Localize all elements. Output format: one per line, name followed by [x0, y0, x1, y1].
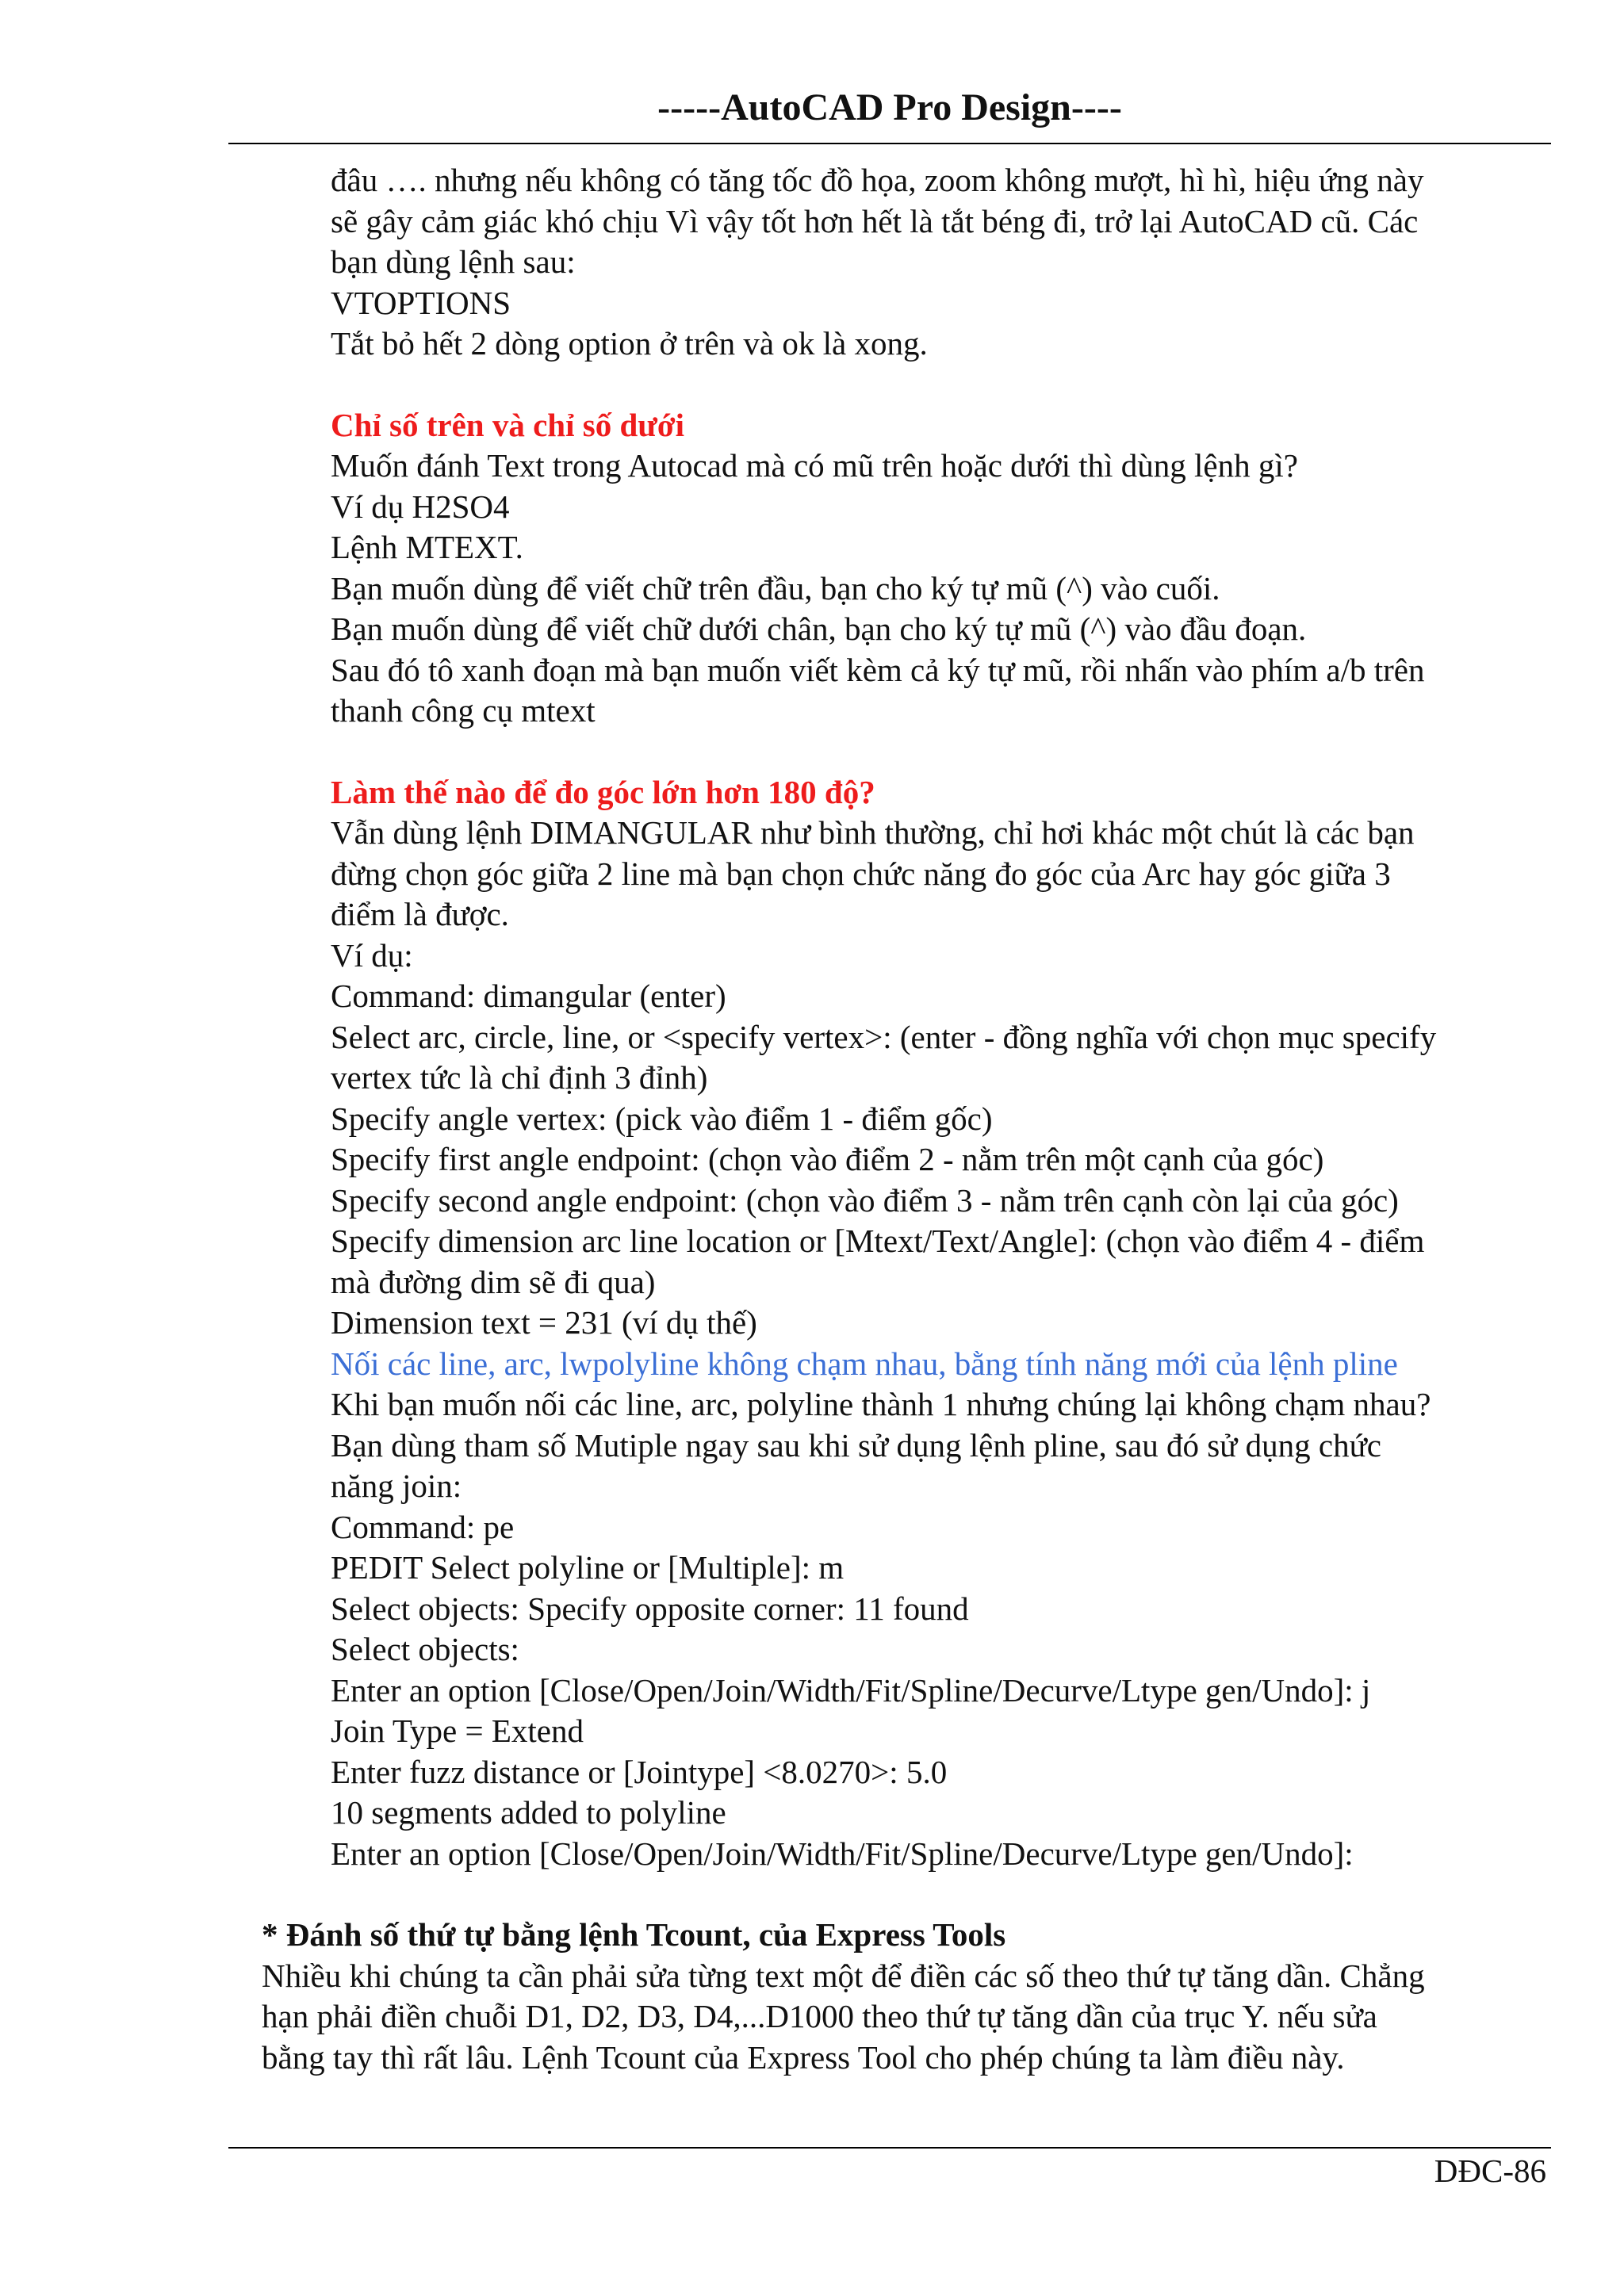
text-line: đâu …. nhưng nếu không có tăng tốc đồ họa, zoom không mượt, hì hì, hiệu ứng này [331, 162, 1424, 198]
command-line: Specify dimension arc line location or [Mtext/Text/Angle]: (chọn vào điểm 4 - điểm [331, 1223, 1425, 1259]
text-line: Muốn đánh Text trong Autocad mà có mũ trên hoặc dưới thì dùng lệnh gì? [331, 447, 1298, 484]
command-line: Specify angle vertex: (pick vào điểm 1 - điểm gốc) [331, 1100, 993, 1137]
text-line: Bạn muốn dùng để viết chữ dưới chân, bạn cho ký tự mũ (^) vào đầu đoạn. [331, 610, 1307, 647]
page-body [0, 160, 1624, 2078]
footer-rule [228, 2147, 1551, 2149]
command-line: Specify first angle endpoint: (chọn vào điểm 2 - nằm trên một cạnh của góc) [331, 1141, 1324, 1177]
text-line: Bạn muốn dùng để viết chữ trên đầu, bạn cho ký tự mũ (^) vào cuối. [331, 569, 1220, 607]
text-line: thanh công cụ mtext [331, 692, 596, 729]
text-line: Nhiều khi chúng ta cần phải sửa từng text một để điền các số theo thứ tự tăng dần. Chẳng [262, 1957, 1425, 1994]
command-line: 10 segments added to polyline [331, 1794, 726, 1831]
text-line: năng join: [331, 1468, 462, 1504]
section-heading-tcount: * Đánh số thứ tự bằng lệnh Tcount, của Express Tools [262, 1916, 1006, 1953]
section-heading-superscript: Chỉ số trên và chỉ số dưới [331, 406, 684, 443]
text-line: Bạn dùng tham số Mutiple ngay sau khi sử dụng lệnh pline, sau đó sử dụng chức [331, 1426, 1381, 1464]
text-line: Ví dụ H2SO4 [331, 488, 510, 525]
command-line: Enter fuzz distance or [Jointype] <8.0270>: 5.0 [331, 1753, 948, 1790]
text-line: đừng chọn góc giữa 2 line mà bạn chọn chức năng đo góc của Arc hay góc giữa 3 [331, 855, 1391, 892]
header-rule [228, 143, 1551, 144]
text-line: bạn dùng lệnh sau: [331, 243, 576, 280]
command-line: mà đường dim sẽ đi qua) [331, 1263, 656, 1300]
page-header-title: -----AutoCAD Pro Design---- [657, 86, 1122, 128]
command-line: Select objects: Specify opposite corner: 11 found [331, 1590, 969, 1627]
section-heading-angle: Làm thế nào để đo góc lớn hơn 180 độ? [331, 773, 875, 810]
text-line: Ví dụ: [331, 936, 413, 974]
command-line: Command: dimangular (enter) [331, 978, 726, 1014]
command-line: Dimension text = 231 (ví dụ thế) [331, 1304, 757, 1341]
command-line: Join Type = Extend [331, 1712, 584, 1749]
command-line: Enter an option [Close/Open/Join/Width/Fit/Spline/Decurve/Ltype gen/Undo]: j [331, 1671, 1371, 1709]
command-line: vertex tức là chỉ định 3 đỉnh) [331, 1059, 708, 1096]
command-line: Select objects: [331, 1631, 519, 1667]
command-line: Command: pe [331, 1508, 515, 1545]
text-line: sẽ gây cảm giác khó chịu Vì vậy tốt hơn hết là tắt béng đi, trở lại AutoCAD cũ. Các [331, 202, 1419, 239]
command-line: Select arc, circle, line, or <specify vertex>: (enter - đồng nghĩa với chọn mục specify [331, 1018, 1437, 1055]
text-line: điểm là được. [331, 896, 509, 932]
page-number: DĐC-86 [1434, 2152, 1546, 2189]
text-line: Vẫn dùng lệnh DIMANGULAR như bình thường, chỉ hơi khác một chút là các bạn [331, 814, 1415, 851]
text-line: bằng tay thì rất lâu. Lệnh Tcount của Express Tool cho phép chúng ta làm điều này. [262, 2038, 1345, 2076]
section-heading-pline: Nối các line, arc, lwpolyline không chạm nhau, bằng tính năng mới của lệnh pline [331, 1345, 1398, 1382]
command-line: Specify second angle endpoint: (chọn vào điểm 3 - nằm trên cạnh còn lại của góc) [331, 1181, 1399, 1219]
text-line: Sau đó tô xanh đoạn mà bạn muốn viết kèm cả ký tự mũ, rồi nhấn vào phím a/b trên [331, 651, 1425, 688]
command-line: VTOPTIONS [331, 284, 511, 321]
text-line: Lệnh MTEXT. [331, 529, 523, 565]
command-line: PEDIT Select polyline or [Multiple]: m [331, 1549, 845, 1586]
text-line: Khi bạn muốn nối các line, arc, polyline thành 1 nhưng chúng lại không chạm nhau? [331, 1386, 1431, 1422]
text-line: hạn phải điền chuỗi D1, D2, D3, D4,...D1000 theo thứ tự tăng dần của trục Y. nếu sửa [262, 1998, 1377, 2034]
text-line: Tắt bỏ hết 2 dòng option ở trên và ok là xong. [331, 325, 928, 362]
command-line: Enter an option [Close/Open/Join/Width/Fit/Spline/Decurve/Ltype gen/Undo]: [331, 1835, 1354, 1872]
